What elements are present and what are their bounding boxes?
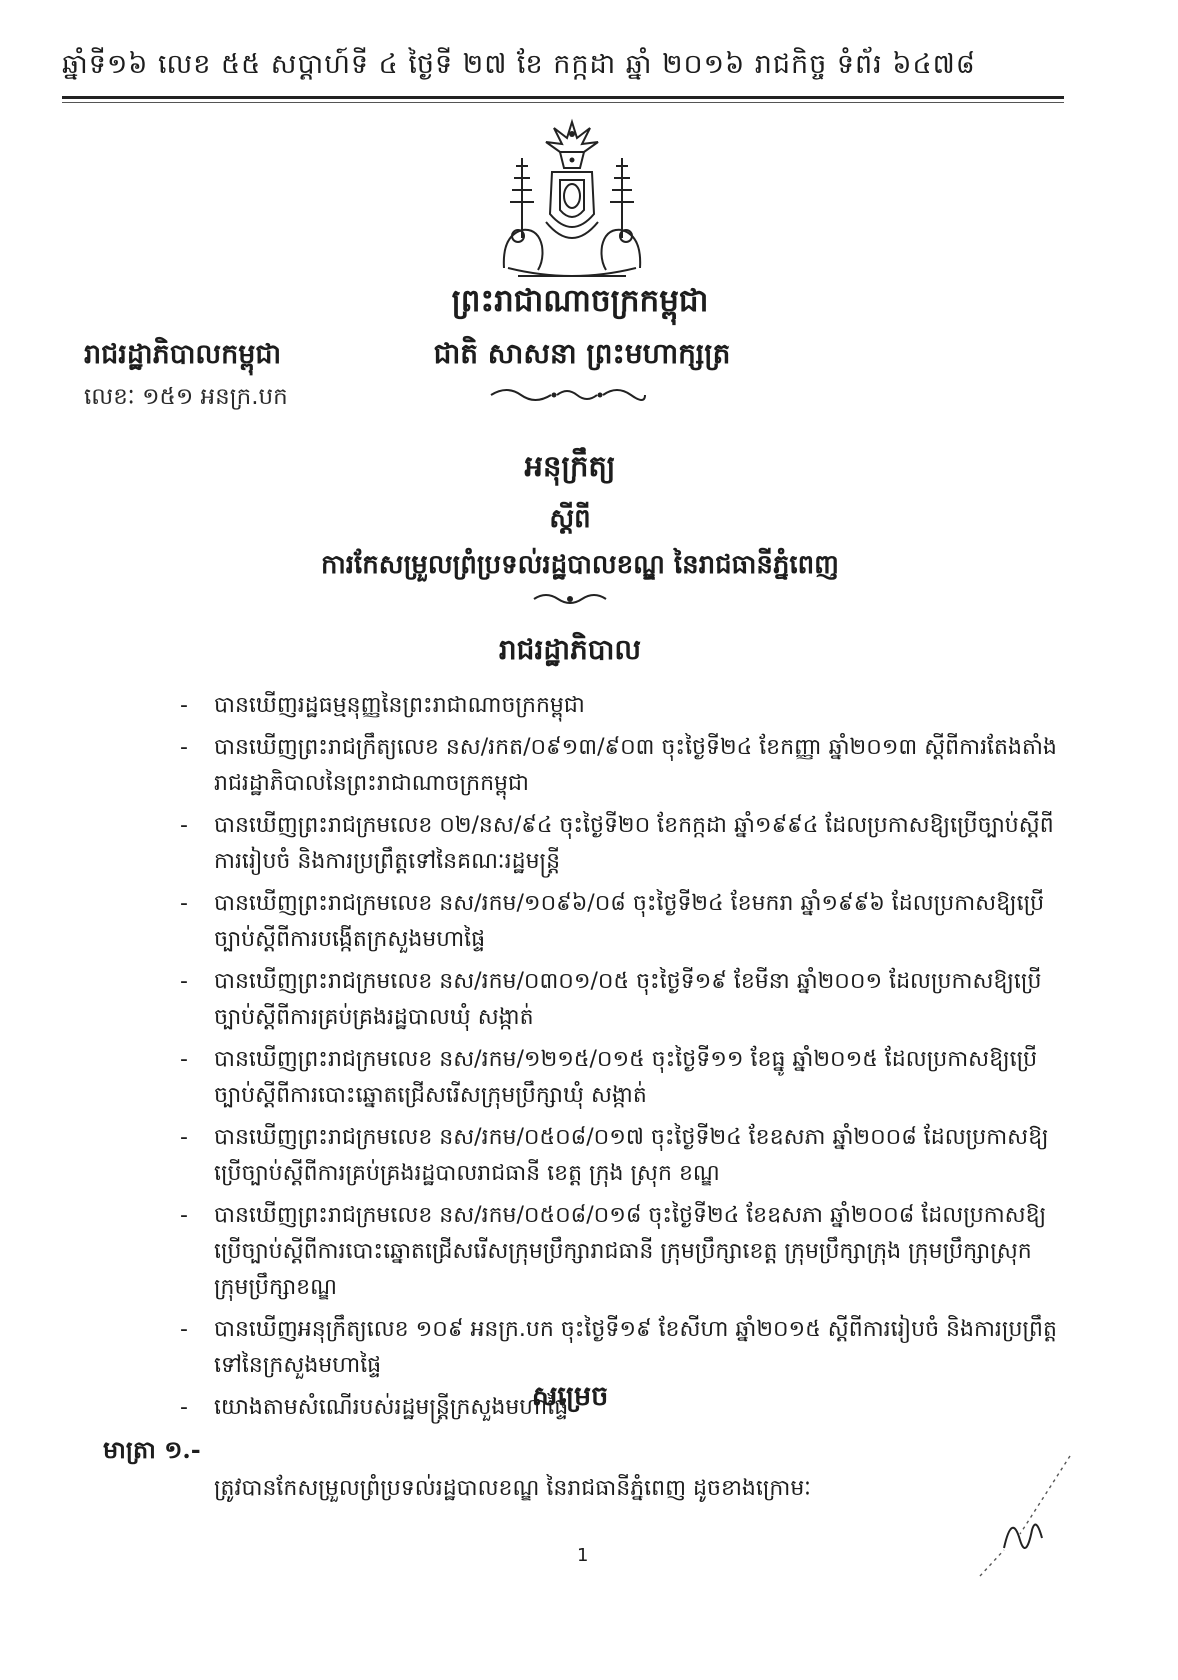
ornament-divider-icon [487,383,647,405]
header-rule [62,96,1064,99]
recitals-list [180,688,1060,1432]
recital-text: បានឃើញព្រះរាជក្រមលេខ នស/រកម/១០៩៦/០៨ ចុះថ្ងៃទី២៤ ខែមករា ឆ្នាំ១៩៩៦ ដែលប្រកាសឱ្យប្រើច្បាប់ស្ដីពីការបង្កើតក្រសួងមហាផ្ទៃ [214,891,1045,952]
initial-signature [960,1450,1080,1580]
recital-text: បានឃើញព្រះរាជក្រឹត្យលេខ នស/រកត/០៩១៣/៩០៣ ចុះថ្ងៃទី២៤ ខែកញ្ញា ឆ្នាំ២០១៣ ស្ដីពីការតែងតាំងរាជរដ្ឋាភិបាលនៃព្រះរាជាណាចក្រកម្ពុជា [214,735,1057,796]
royal-coat-of-arms-icon [482,118,662,283]
decision-heading: សម្រេច [531,1381,609,1412]
recital-item: - បានឃើញព្រះរាជក្រមលេខ នស/រកម/០៥០៨/០១៧ ចុះថ្ងៃទី២៤ ខែឧសភា ឆ្នាំ២០០៨ ដែលប្រកាសឱ្យប្រើច្បាប់ស្ដីពីការគ្រប់គ្រងរដ្ឋបាលរាជធានី ខេត្ត ក្រុង ស្រុក ខណ្ឌ [180,1125,1049,1186]
recital-item: - យោងតាមសំណើរបស់រដ្ឋមន្ត្រីក្រសួងមហាផ្ទៃ [180,1395,569,1420]
recital-item: - បានឃើញព្រះរាជក្រមលេខ ០២/នស/៩៤ ចុះថ្ងៃទី២០ ខែកក្កដា ឆ្នាំ១៩៩៤ ដែលប្រកាសឱ្យប្រើច្បាប់ស្ដីពីការរៀបចំ និងការប្រព្រឹត្តទៅនៃគណៈរដ្ឋមន្ត្រី [180,813,1054,874]
document-about: ស្ដីពី [549,504,591,534]
recital-text: បានឃើញអនុក្រឹត្យលេខ ១០៩ អនក្រ.បក ចុះថ្ងៃទី១៩ ខែសីហា ឆ្នាំ២០១៥ ស្ដីពីការរៀបចំ និងការប្រព្រឹត្តទៅនៃក្រសួងមហាផ្ទៃ [214,1317,1057,1378]
recital-text: យោងតាមសំណើរបស់រដ្ឋមន្ត្រីក្រសួងមហាផ្ទៃ [214,1395,569,1420]
government-name: រាជរដ្ឋាភិបាលកម្ពុជា [84,339,282,370]
recital-text: បានឃើញរដ្ឋធម្មនុញ្ញនៃព្រះរាជាណាចក្រកម្ពុជា [214,693,585,718]
recital-text: បានឃើញព្រះរាជក្រមលេខ ០២/នស/៩៤ ចុះថ្ងៃទី២០ ខែកក្កដា ឆ្នាំ១៩៩៤ ដែលប្រកាសឱ្យប្រើច្បាប់ស្ដីពីការរៀបចំ និងការប្រព្រឹត្តទៅនៃគណៈរដ្ឋមន្ត្រី [214,813,1054,874]
header-rule-thin [62,102,1064,103]
document-type: អនុក្រឹត្យ [524,449,616,483]
recital-item: - បានឃើញព្រះរាជក្រមលេខ នស/រកម/១០៩៦/០៨ ចុះថ្ងៃទី២៤ ខែមករា ឆ្នាំ១៩៩៦ ដែលប្រកាសឱ្យប្រើច្បាប់ស្ដីពីការបង្កើតក្រសួងមហាផ្ទៃ [180,891,1045,952]
gazette-header: ឆ្នាំទី១៦ លេខ ៥៥ សប្ដាហ៍ទី ៤ ថ្ងៃទី ២៧ ខែ កក្កដា ឆ្នាំ ២០១៦ រាជកិច្ច ទំព័រ ៦៤៧៨ [62,49,976,80]
recital-item: - បានឃើញអនុក្រឹត្យលេខ ១០៩ អនក្រ.បក ចុះថ្ងៃទី១៩ ខែសីហា ឆ្នាំ២០១៥ ស្ដីពីការរៀបចំ និងការប្រព្រឹត្តទៅនៃក្រសួងមហាផ្ទៃ [180,1317,1057,1378]
recital-item: - បានឃើញព្រះរាជក្រមលេខ នស/រកម/០៥០៨/០១៨ ចុះថ្ងៃទី២៤ ខែឧសភា ឆ្នាំ២០០៨ ដែលប្រកាសឱ្យប្រើច្បាប់ស្ដីពីការបោះឆ្នោតជ្រើសរើសក្រុមប្រឹក្សារាជធានី ក្រុមប្រឹក្សាខេត្ត ក្រុមប្រឹក្សាក្រុង ក្រុមប្រឹក្សាស្រុក ក្រុមប្រឹក្សាខណ្ឌ [180,1203,1047,1300]
recital-text: បានឃើញព្រះរាជក្រមលេខ នស/រកម/០៥០៨/០១៧ ចុះថ្ងៃទី២៤ ខែឧសភា ឆ្នាំ២០០៨ ដែលប្រកាសឱ្យប្រើច្បាប់ស្ដីពីការគ្រប់គ្រងរដ្ឋបាលរាជធានី ខេត្ត ក្រុង ស្រុក ខណ្ឌ [214,1125,1049,1186]
issuing-authority: រាជរដ្ឋាភិបាល [498,633,642,666]
recital-text: បានឃើញព្រះរាជក្រមលេខ នស/រកម/០៥០៨/០១៨ ចុះថ្ងៃទី២៤ ខែឧសភា ឆ្នាំ២០០៨ ដែលប្រកាសឱ្យប្រើច្បាប់ស្ដីពីការបោះឆ្នោតជ្រើសរើសក្រុមប្រឹក្សារាជធានី ក្រុមប្រឹក្សាខេត្ត ក្រុមប្រឹក្សាក្រុង ក្រុមប្រឹក្សាស្រុក ក្រុមប្រឹក្សាខណ្ឌ [214,1203,1047,1300]
recital-text: បានឃើញព្រះរាជក្រមលេខ នស/រកម/០៣០១/០៥ ចុះថ្ងៃទី១៩ ខែមីនា ឆ្នាំ២០០១ ដែលប្រកាសឱ្យប្រើច្បាប់ស្ដីពីការគ្រប់គ្រងរដ្ឋបាលឃុំ សង្កាត់ [214,969,1042,1030]
recital-item: - បានឃើញរដ្ឋធម្មនុញ្ញនៃព្រះរាជាណាចក្រកម្ពុជា [180,693,585,718]
article-1-heading: មាត្រា ១.- [103,1435,201,1464]
page-number: 1 [577,1545,589,1566]
recital-text: បានឃើញព្រះរាជក្រមលេខ នស/រកម/១២១៥/០១៥ ចុះថ្ងៃទី១១ ខែធ្នូ ឆ្នាំ២០១៥ ដែលប្រកាសឱ្យប្រើច្បាប់ស្ដីពីការបោះឆ្នោតជ្រើសរើសក្រុមប្រឹក្សាឃុំ សង្កាត់ [214,1047,1038,1108]
recital-item: - បានឃើញព្រះរាជក្រឹត្យលេខ នស/រកត/០៩១៣/៩០៣ ចុះថ្ងៃទី២៤ ខែកញ្ញា ឆ្នាំ២០១៣ ស្ដីពីការតែងតាំងរាជរដ្ឋាភិបាលនៃព្រះរាជាណាចក្រកម្ពុជា [180,735,1057,796]
national-motto: ជាតិ សាសនា ព្រះមហាក្សត្រ [433,337,731,370]
recital-item: - បានឃើញព្រះរាជក្រមលេខ នស/រកម/១២១៥/០១៥ ចុះថ្ងៃទី១១ ខែធ្នូ ឆ្នាំ២០១៥ ដែលប្រកាសឱ្យប្រើច្បាប់ស្ដីពីការបោះឆ្នោតជ្រើសរើសក្រុមប្រឹក្សាឃុំ សង្កាត់ [180,1047,1038,1108]
ornament-flourish-icon [530,590,610,608]
document-subject: ការកែសម្រួលព្រំប្រទល់រដ្ឋបាលខណ្ឌ នៃរាជធានីភ្នំពេញ [321,550,839,580]
article-1-body: ត្រូវបានកែសម្រួលព្រំប្រទល់រដ្ឋបាលខណ្ឌ នៃរាជធានីភ្នំពេញ ដូចខាងក្រោមៈ [214,1476,812,1501]
recital-item: - បានឃើញព្រះរាជក្រមលេខ នស/រកម/០៣០១/០៥ ចុះថ្ងៃទី១៩ ខែមីនា ឆ្នាំ២០០១ ដែលប្រកាសឱ្យប្រើច្បាប់ស្ដីពីការគ្រប់គ្រងរដ្ឋបាលឃុំ សង្កាត់ [180,969,1042,1030]
reference-number: លេខៈ ១៥១ អនក្រ.បក [84,384,288,410]
kingdom-title: ព្រះរាជាណាចក្រកម្ពុជា [451,283,709,319]
